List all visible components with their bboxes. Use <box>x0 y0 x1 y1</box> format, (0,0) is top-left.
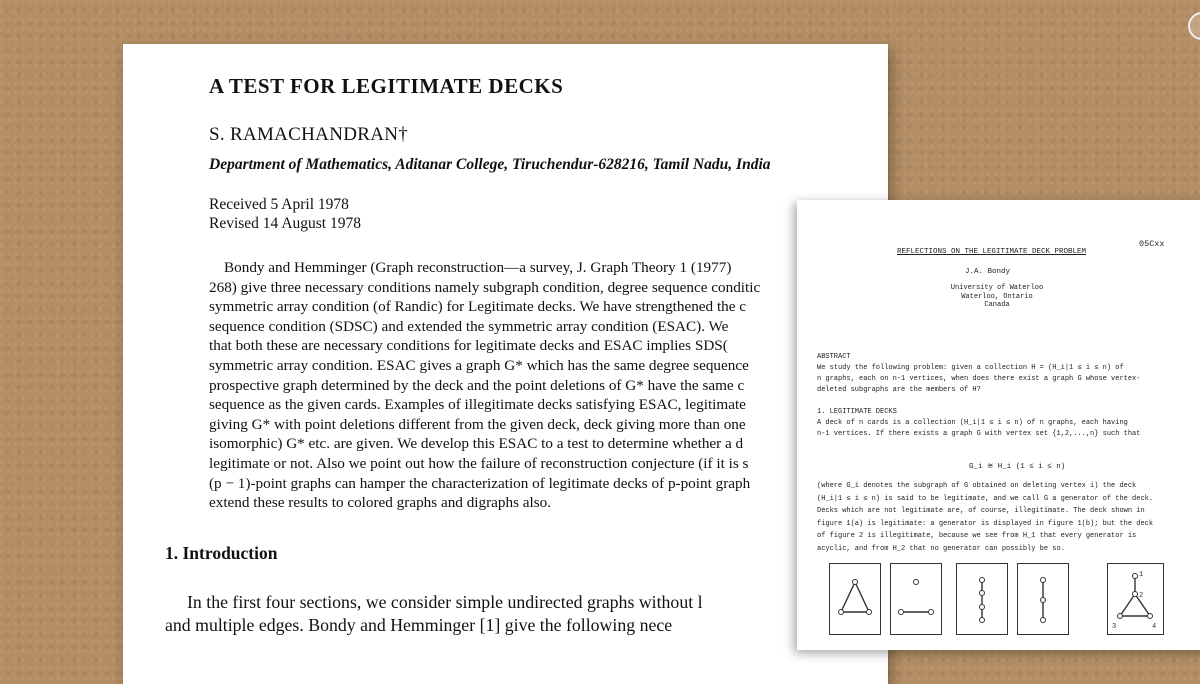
abstract-line: We study the following problem: given a collection H = (H_i|1 ≤ i ≤ n) of <box>817 364 1124 372</box>
classification-code: 05Cxx <box>1139 239 1165 249</box>
abstract-line: (p − 1)-point graphs can hamper the characterization of legitimate decks of p-point graph <box>209 474 751 492</box>
card-triangle <box>829 563 881 635</box>
abstract-line: symmetric array condition (of Randic) for Legitimate decks. We have strengthened the c <box>209 298 747 316</box>
abstract-line: n graphs, each on n-1 vertices, when does there exist a graph G whose vertex- <box>817 375 1141 383</box>
equation: G_i ≅ H_i (1 ≤ i ≤ n) <box>969 463 1066 471</box>
abstract-line: Bondy and Hemminger (Graph reconstruction—a survey, J. Graph Theory 1 (1977) <box>224 259 732 276</box>
abstract-line: sequence condition (SDSC) and extended the symmetric array condition (ESAC). We <box>209 317 729 335</box>
triangle-graph-icon <box>830 564 880 634</box>
edge-plus-vertex-graph-icon <box>891 564 941 634</box>
paper-author: S. RAMACHANDRAN† <box>209 124 409 145</box>
intro-line: and multiple edges. Bondy and Hemminger [1] give the following nece <box>165 615 673 635</box>
affiliation-line: Waterloo, Ontario <box>961 292 1033 301</box>
abstract-line: extend these results to colored graphs and digraphs also. <box>209 494 552 512</box>
abstract-line: symmetric array condition. ESAC gives a graph G* which has the same degree sequence <box>209 356 749 374</box>
affiliation-line: Canada <box>984 301 1010 309</box>
body-line: figure 1(a) is legitimate: a generator is displayed in figure 1(b); but the deck <box>817 519 1154 528</box>
overlay-title: REFLECTIONS ON THE LEGITIMATE DECK PROBLEM <box>897 248 1087 256</box>
body-line: acyclic, and from H_2 that no generator can possibly be so. <box>817 544 1065 553</box>
abstract-line: deleted subgraphs are the members of H? <box>817 386 981 394</box>
abstract-line: legitimate or not. Also we point out how the failure of reconstruction conjecture (if it is s <box>209 454 749 472</box>
card-path-2 <box>1017 563 1069 635</box>
intro-text <box>165 591 703 637</box>
paper-abstract <box>209 258 888 513</box>
overlay-affiliation <box>923 284 1071 310</box>
paper-dates <box>209 195 361 233</box>
overlay-abstract <box>817 352 1140 396</box>
intro-line: In the first four sections, we consider simple undirected graphs without l <box>187 592 703 612</box>
card-generator <box>1107 563 1164 635</box>
vertex-label: 3 <box>1112 623 1117 631</box>
body-line: (where G_i denotes the subgraph of G obtained on deleting vertex i) the deck <box>817 482 1137 490</box>
path-graph-icon <box>1018 564 1068 634</box>
revised-date: Revised 14 August 1978 <box>209 215 361 232</box>
body-line: of figure 2 is illegitimate, because we see from H_1 that every generator is <box>817 532 1137 540</box>
overlay-body <box>817 480 1153 555</box>
abstract-line: that both these are necessary conditions for legitimate decks and ESAC implies SDS( <box>209 337 728 355</box>
abstract-heading: ABSTRACT <box>817 353 851 361</box>
paper-title: A TEST FOR LEGITIMATE DECKS <box>209 74 564 98</box>
received-date: Received 5 April 1978 <box>209 196 349 213</box>
abstract-line: isomorphic) G* etc. are given. We develop this ESAC to a test to determine whether a d <box>209 435 744 453</box>
overlay-paper <box>797 200 1200 650</box>
abstract-line: giving G* with point deletions different from the given deck, deck giving more than one <box>209 415 746 433</box>
paper-affiliation: Department of Mathematics, Aditanar College, Tiruchendur-628216, Tamil Nadu, India <box>209 156 771 173</box>
main-paper <box>123 44 888 684</box>
section-heading: 1. Introduction <box>165 543 278 563</box>
abstract-line: prospective graph determined by the deck and the point deletions of G* have the same c <box>209 376 745 394</box>
card-path-3 <box>956 563 1008 635</box>
abstract-line: sequence as the given cards. Examples of illegitimate decks satisfying ESAC, legitimate <box>209 396 746 414</box>
generator-graph-icon <box>1108 564 1163 634</box>
section-heading: 1. LEGITIMATE DECKS <box>817 408 897 416</box>
overlay-section <box>817 407 1140 440</box>
corner-control <box>1188 12 1200 40</box>
affiliation-line: University of Waterloo <box>950 284 1044 292</box>
path-graph-icon <box>957 564 1007 634</box>
vertex-label: 1 <box>1139 571 1144 579</box>
body-line: (H_i|1 ≤ i ≤ n) is said to be legitimate, and we call G a generator of the deck. <box>817 494 1154 503</box>
section-line: n-1 vertices. If there exists a graph G with vertex set {1,2,...,n} such that <box>817 430 1141 438</box>
body-line: Decks which are not legitimate are, of course, illegitimate. The deck shown in <box>817 507 1145 515</box>
abstract-line: 268) give three necessary conditions namely subgraph condition, degree sequence conditic <box>209 278 761 296</box>
overlay-author: J.A. Bondy <box>965 268 1011 276</box>
vertex-label: 4 <box>1152 623 1157 631</box>
vertex-label: 2 <box>1139 592 1144 600</box>
section-line: A deck of n cards is a collection (H_i|1 ≤ i ≤ n) of n graphs, each having <box>817 419 1128 427</box>
card-edge-vertex <box>890 563 942 635</box>
